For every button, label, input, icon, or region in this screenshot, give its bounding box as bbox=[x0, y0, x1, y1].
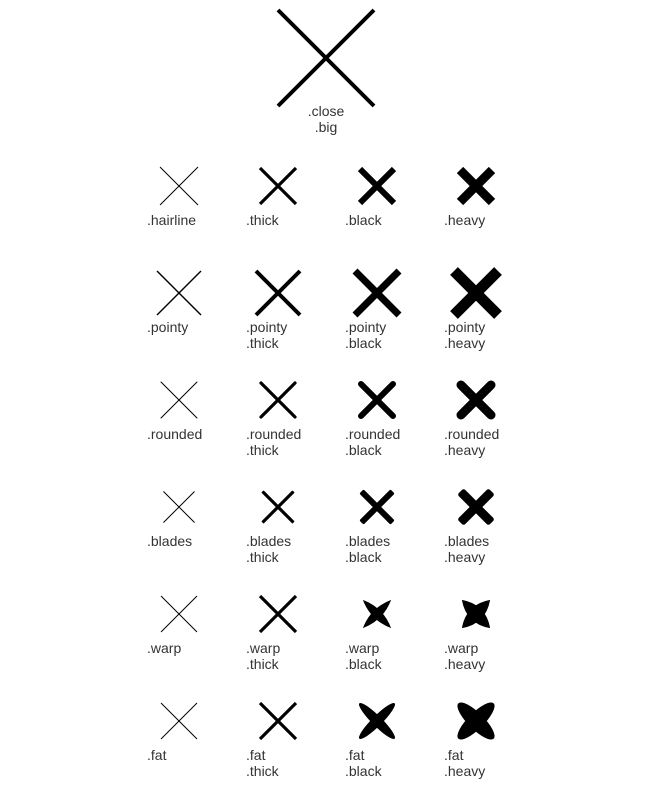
icon-cell bbox=[444, 699, 542, 799]
label-line: .thick bbox=[246, 212, 279, 228]
icon-label bbox=[444, 319, 485, 351]
icon-cell bbox=[345, 378, 443, 478]
label-line: .heavy bbox=[444, 335, 486, 351]
label-line: .black bbox=[345, 442, 382, 458]
label-line: .rounded bbox=[147, 426, 203, 442]
icon-label bbox=[444, 426, 499, 458]
icon-label bbox=[444, 533, 489, 565]
label-line: .hairline bbox=[147, 212, 197, 228]
close-rounded-thick-icon bbox=[256, 378, 300, 422]
label-line: .warp bbox=[345, 640, 380, 656]
close-pointy-black-icon bbox=[355, 271, 399, 315]
close-blades-thick-icon bbox=[256, 485, 300, 529]
icon-label bbox=[147, 640, 181, 656]
icon-cell bbox=[246, 271, 344, 371]
label-line: .fat bbox=[444, 747, 464, 763]
close-warp-heavy-icon bbox=[454, 592, 498, 636]
icon-label bbox=[345, 533, 390, 565]
label-line: .heavy bbox=[444, 763, 486, 779]
label-line: .thick bbox=[246, 549, 279, 565]
close-black-icon bbox=[355, 164, 399, 208]
close-warp-black-icon bbox=[355, 592, 399, 636]
close-blades-heavy-icon bbox=[454, 485, 498, 529]
close-big-label bbox=[266, 103, 386, 135]
label-line: .blades bbox=[345, 533, 391, 549]
icon-label bbox=[345, 319, 386, 351]
label-line: .close bbox=[307, 103, 345, 119]
icon-cell bbox=[345, 699, 443, 799]
label-line: .heavy bbox=[444, 656, 486, 672]
close-rounded-icon bbox=[157, 378, 201, 422]
label-line: .heavy bbox=[444, 212, 486, 228]
label-line: .rounded bbox=[246, 426, 302, 442]
label-line: .fat bbox=[246, 747, 266, 763]
icon-cell bbox=[246, 164, 344, 264]
icon-label bbox=[147, 747, 166, 763]
icon-cell bbox=[444, 485, 542, 585]
icon-label bbox=[246, 533, 291, 565]
icon-cell bbox=[345, 164, 443, 264]
label-line: .pointy bbox=[345, 319, 387, 335]
label-line: .black bbox=[345, 763, 382, 779]
close-thick-icon bbox=[256, 164, 300, 208]
icon-cell bbox=[147, 164, 245, 264]
label-line: .blades bbox=[444, 533, 490, 549]
label-line: .rounded bbox=[444, 426, 500, 442]
close-warp-icon bbox=[157, 592, 201, 636]
close-pointy-icon bbox=[157, 271, 201, 315]
label-line: .thick bbox=[246, 763, 279, 779]
label-line: .pointy bbox=[147, 319, 189, 335]
close-big-icon bbox=[276, 8, 376, 108]
icon-cell bbox=[444, 271, 542, 371]
icon-label bbox=[246, 426, 301, 458]
icon-cell bbox=[246, 378, 344, 478]
icon-label bbox=[246, 747, 279, 779]
icon-label bbox=[246, 319, 287, 351]
icon-label bbox=[246, 640, 280, 672]
icon-label bbox=[444, 747, 485, 779]
label-line: .pointy bbox=[444, 319, 486, 335]
label-line: .blades bbox=[147, 533, 193, 549]
close-warp-thick-icon bbox=[256, 592, 300, 636]
icon-label bbox=[345, 747, 382, 779]
icon-label bbox=[147, 212, 196, 228]
label-line: .black bbox=[345, 335, 382, 351]
icon-cell bbox=[345, 485, 443, 585]
label-line: .heavy bbox=[444, 549, 486, 565]
icon-cell bbox=[246, 485, 344, 585]
icon-cell bbox=[147, 271, 245, 371]
label-line: .thick bbox=[246, 656, 279, 672]
label-line: .black bbox=[345, 212, 382, 228]
close-fat-black-icon bbox=[355, 699, 399, 743]
icon-label bbox=[246, 212, 279, 228]
label-line: .big bbox=[314, 119, 338, 135]
close-big-item bbox=[266, 0, 386, 135]
close-blades-icon bbox=[157, 485, 201, 529]
label-line: .blades bbox=[246, 533, 292, 549]
icon-cell bbox=[147, 485, 245, 585]
icon-label bbox=[444, 640, 485, 672]
icon-label bbox=[345, 426, 400, 458]
icon-cell bbox=[444, 378, 542, 478]
close-blades-black-icon bbox=[355, 485, 399, 529]
icon-cell bbox=[444, 592, 542, 692]
icon-cell bbox=[147, 378, 245, 478]
close-pointy-thick-icon bbox=[256, 271, 300, 315]
label-line: .warp bbox=[444, 640, 479, 656]
icon-cell bbox=[345, 271, 443, 371]
label-line: .thick bbox=[246, 335, 279, 351]
icon-label bbox=[345, 212, 382, 228]
icon-label bbox=[147, 426, 202, 442]
label-line: .black bbox=[345, 656, 382, 672]
label-line: .warp bbox=[246, 640, 281, 656]
icon-cell bbox=[444, 164, 542, 264]
icon-cell bbox=[246, 699, 344, 799]
icon-cell bbox=[246, 592, 344, 692]
label-line: .fat bbox=[345, 747, 365, 763]
close-fat-heavy-icon bbox=[454, 699, 498, 743]
close-fat-thick-icon bbox=[256, 699, 300, 743]
label-line: .pointy bbox=[246, 319, 288, 335]
icon-cell bbox=[345, 592, 443, 692]
label-line: .thick bbox=[246, 442, 279, 458]
close-pointy-heavy-icon bbox=[454, 271, 498, 315]
close-rounded-black-icon bbox=[355, 378, 399, 422]
icon-label bbox=[444, 212, 485, 228]
label-line: .fat bbox=[147, 747, 167, 763]
label-line: .heavy bbox=[444, 442, 486, 458]
icon-cell bbox=[147, 592, 245, 692]
icon-label bbox=[147, 533, 192, 549]
icon-cell bbox=[147, 699, 245, 799]
label-line: .warp bbox=[147, 640, 182, 656]
label-line: .black bbox=[345, 549, 382, 565]
icon-label bbox=[345, 640, 382, 672]
label-line: .rounded bbox=[345, 426, 401, 442]
icon-label bbox=[147, 319, 188, 335]
close-fat-icon bbox=[157, 699, 201, 743]
close-rounded-heavy-icon bbox=[454, 378, 498, 422]
close-hairline-icon bbox=[157, 164, 201, 208]
close-heavy-icon bbox=[454, 164, 498, 208]
